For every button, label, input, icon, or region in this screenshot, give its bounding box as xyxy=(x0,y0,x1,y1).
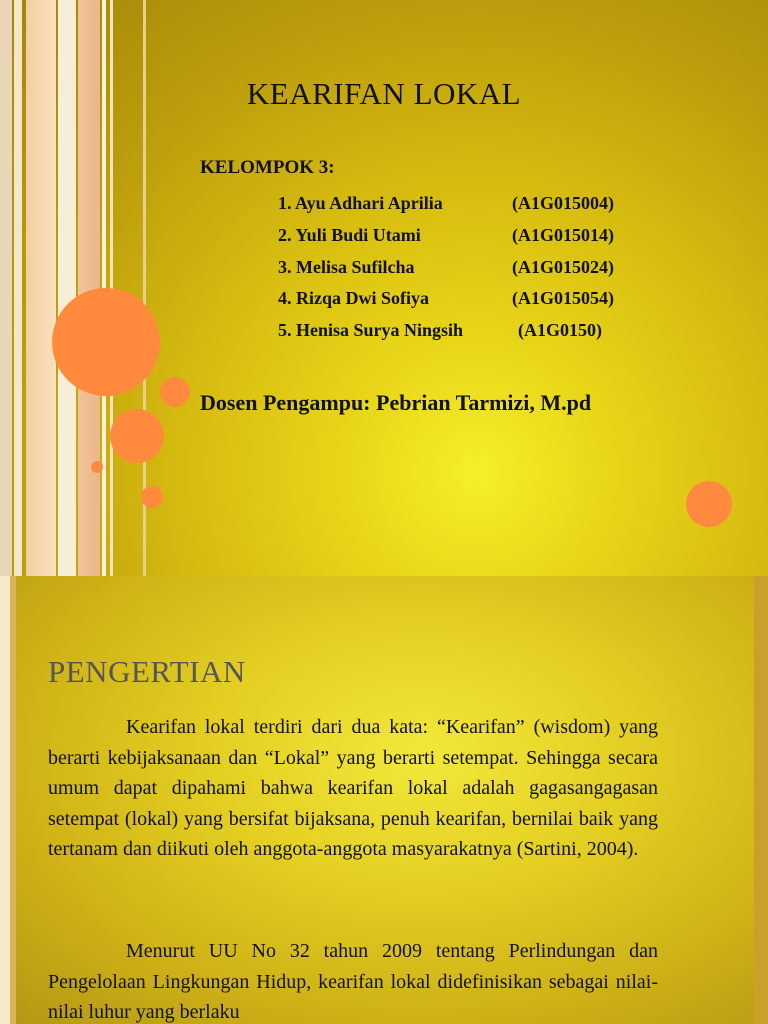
member-name: 3. Melisa Sufilcha xyxy=(278,257,415,277)
member-nim: (A1G015014) xyxy=(512,225,614,245)
law-paragraph: Menurut UU No 32 tahun 2009 tentang Perlindungan dan Pengelolaan Lingkungan Hidup, kearifan lokal didefinisikan sebagai nilai-nilai luhur yang berlaku xyxy=(48,940,658,1023)
slide-definition xyxy=(0,576,768,1024)
decor-border xyxy=(0,576,10,1024)
decor-circle xyxy=(141,486,163,508)
decor-circle xyxy=(110,409,164,463)
decor-circle xyxy=(160,377,190,407)
group-label: KELOMPOK 3: xyxy=(200,157,335,178)
member-nim: (A1G0150) xyxy=(518,320,602,340)
decor-circle xyxy=(52,288,160,396)
member-nim: (A1G015004) xyxy=(512,193,614,213)
member-name: 5. Henisa Surya Ningsih xyxy=(278,320,464,340)
member-name: 2. Yuli Budi Utami xyxy=(278,225,421,245)
decor-circle xyxy=(686,481,732,527)
member-name: 4. Rizqa Dwi Sofiya xyxy=(278,288,430,308)
slide-title-text xyxy=(0,76,768,112)
member-nim: (A1G015054) xyxy=(512,288,614,308)
member-name: 1. Ayu Adhari Aprilia xyxy=(278,193,443,213)
member-nim: (A1G015024) xyxy=(512,257,614,277)
section-title: PENGERTIAN xyxy=(48,654,246,689)
title-label: KEARIFAN LOKAL xyxy=(246,76,522,111)
decor-border xyxy=(754,576,768,1024)
decor-border xyxy=(10,576,16,1024)
lecturer-line: Dosen Pengampu: Pebrian Tarmizi, M.pd xyxy=(200,390,592,415)
definition-paragraph: Kearifan lokal terdiri dari dua kata: “Kearifan” (wisdom) yang berarti kebijaksanaan dan “Lokal” yang berarti setempat. Sehingga secara umum dapat dipahami bahwa kearifan lokal adalah gagasangagasan setempat (lokal) yang bersifat bijaksana, penuh kearifan, bernilai baik yang tertanam dan diikuti oleh anggota-anggota masyarakatnya (Sartini, 2004). xyxy=(48,716,658,860)
decor-circle xyxy=(91,461,103,473)
